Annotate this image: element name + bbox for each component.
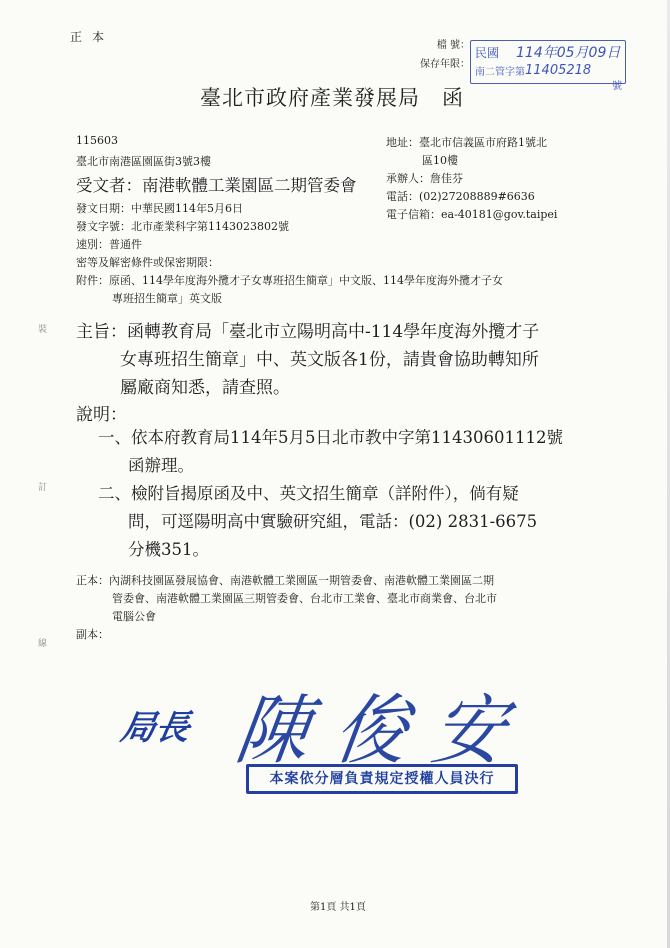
explanation-item1-line1: 一、依本府教育局114年5月5日北市教中字第11430601112號 [98, 428, 563, 447]
binding-mark-3: 線 [38, 639, 48, 649]
attachment-line1: 附件：原函、114學年度海外攬才子女專班招生簡章」中文版、114學年度海外攬才子女 [76, 274, 503, 287]
retention-label: 保存年限： [420, 59, 470, 70]
archive-no-label: 檔 號： [436, 40, 470, 51]
distribution-block [76, 572, 497, 644]
issuing-org: 臺北市政府產業發展局 [200, 86, 420, 110]
recipient-address: 臺北市南港區園區街3號3樓 [76, 155, 211, 168]
binding-mark-1: 裝 [38, 325, 48, 335]
recipient: 受文者：南港軟體工業園區二期管委會 [76, 176, 357, 195]
security-level: 密等及解密條件或保密期限： [76, 256, 219, 269]
subject-line1: 主旨：函轉教育局「臺北市立陽明高中-114學年度海外攬才子 [76, 322, 540, 342]
stamp-handwritten-date: 114年05月09日 [516, 45, 621, 61]
contact-address-line1: 地址：臺北市信義區市府路1號北 [386, 136, 547, 149]
explanation-heading: 說明： [76, 405, 127, 425]
doc-type: 函 [442, 86, 464, 110]
distribution-cc: 副本： [76, 628, 109, 641]
copy-mark: 正本 [70, 30, 115, 44]
stamp-handwritten-no: 11405218 [525, 63, 592, 78]
document-title [200, 82, 464, 112]
explanation-item2-line2: 問，可逕陽明高中實驗研究組，電話：(02) 2831-6675 [128, 512, 538, 531]
attachment-line2: 專班招生簡章」英文版 [112, 292, 222, 305]
stamp-line1: 民國 [475, 46, 500, 60]
contact-handler: 承辦人：詹佳芬 [386, 172, 463, 185]
issue-date: 發文日期：中華民國114年5月6日 [76, 202, 243, 215]
subject-line2: 女專班招生簡章」中、英文版各1份，請貴會協助轉知所 [120, 350, 539, 370]
explanation-item1 [98, 424, 563, 480]
subject-line3: 屬廠商知悉，請查照。 [120, 378, 290, 398]
explanation-item1-line2: 函辦理。 [128, 456, 194, 475]
received-stamp [470, 40, 626, 92]
distribution-main-line3: 電腦公會 [112, 610, 156, 623]
speed: 速別：普通件 [76, 238, 142, 251]
distribution-main-line1: 正本：內湖科技園區發展協會、南港軟體工業園區一期管委會、南港軟體工業園區二期 [76, 574, 494, 587]
contact-email: 電子信箱：ea-40181@gov.taipei [386, 208, 558, 221]
stamp-line2: 南二管字第 [475, 67, 525, 78]
meta-block [76, 200, 503, 308]
postal-code: 115603 [76, 134, 118, 147]
signature-name: 陳俊安 [230, 686, 538, 775]
subject-block [76, 318, 539, 402]
contact-address-line2: 區10樓 [422, 154, 458, 167]
explanation-item2-line3: 分機351。 [128, 540, 209, 559]
archive-labels [404, 36, 470, 74]
stamp-suffix-no: 號 [612, 81, 622, 92]
doc-number: 發文字號：北市產業科字第1143023802號 [76, 220, 289, 233]
binding-mark-2: 訂 [38, 483, 48, 493]
contact-phone: 電話：(02)27208889#6636 [386, 190, 535, 203]
distribution-main-line2: 管委會、南港軟體工業園區三期管委會、台北市工業會、臺北市商業會、台北市 [112, 592, 497, 605]
page-number: 第1頁 共1頁 [310, 902, 366, 913]
signature-title: 局長 [117, 708, 193, 748]
explanation-item2 [98, 480, 537, 564]
explanation-item2-line1: 二、檢附旨揭原函及中、英文招生簡章（詳附件），倘有疑 [98, 484, 519, 503]
delegation-stamp: 本案依分層負責規定授權人員決行 [246, 764, 518, 794]
